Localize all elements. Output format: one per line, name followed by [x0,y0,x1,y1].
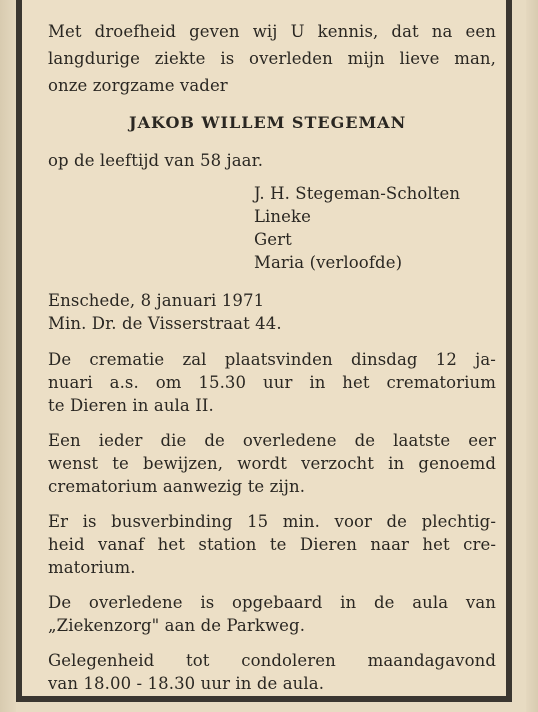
bus-line-3: matorium. [48,558,136,577]
family-member: Lineke [254,207,311,226]
bus-line-2: heid vanaf het station te Dieren naar het cre- [48,535,496,554]
cremation-line-1: De crematie zal plaatsvinden dinsdag 12 ja- [48,350,496,369]
family-member: Maria (verloofde) [254,253,403,272]
place-date: Enschede, 8 januari 1971 [48,291,265,310]
cremation-line-3: te Dieren in aula II. [48,396,214,415]
newspaper-margin-left [0,0,16,712]
condolence-line-1: Gelegenheid tot condoleren maandagavond [48,651,496,670]
deceased-name: JAKOB WILLEM STEGEMAN [129,113,407,132]
viewing-line-1: De overledene is opgebaard in de aula van [48,593,496,612]
attendance-line-1: Een ieder die de overledene de laatste eer [48,431,496,450]
newspaper-margin-right [526,0,538,712]
attendance-line-2: wenst te bewijzen, wordt verzocht in genoemd [48,454,496,473]
death-notice [16,0,512,702]
intro-line-1: Met droefheid geven wij U kennis, dat na een [48,22,496,41]
age-line: op de leeftijd van 58 jaar. [48,151,264,170]
bus-line-1: Er is busverbinding 15 min. voor de plechtig- [48,512,496,531]
address: Min. Dr. de Visserstraat 44. [48,314,282,333]
intro-line-2: langdurige ziekte is overleden mijn lieve man, [48,49,496,68]
family-member: Gert [254,230,292,249]
attendance-line-3: crematorium aanwezig te zijn. [48,477,306,496]
intro-line-3: onze zorgzame vader [48,76,228,95]
condolence-line-2: van 18.00 - 18.30 uur in de aula. [48,674,325,693]
family-member: J. H. Stegeman-Scholten [254,184,461,203]
viewing-line-2: „Ziekenzorg" aan de Parkweg. [48,616,306,635]
cremation-line-2: nuari a.s. om 15.30 uur in het crematorium [48,373,496,392]
